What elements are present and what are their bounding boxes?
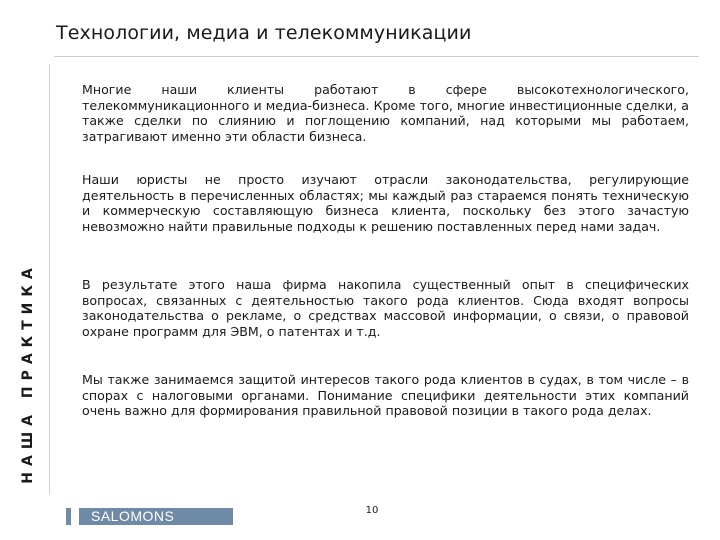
logo-wordmark: SALOMONS xyxy=(79,508,233,525)
paragraph-experience: В результате этого наша фирма накопила существенный опыт в специфических вопросах, связанных с деятельностью такого рода клиентов. Сюда входят вопросы законодательства о рекламе, о средствах массовой информации, о связи, о правовой охране программ для ЭВМ, о патентах и т.д. xyxy=(82,277,689,339)
paragraph-lawyers: Наши юристы не просто изучают отрасли законодательства, регулирующие деятельность в перечисленных областях; мы каждый раз стараемся понять техническую и коммерческую составляющую бизнеса клиента, поскольку без этого зачастую невозможно найти правильные подходы к решению поставленных перед нами задач. xyxy=(82,172,689,234)
title-divider xyxy=(54,56,699,57)
page-number: 10 xyxy=(365,505,379,516)
company-logo xyxy=(66,508,233,525)
section-label: НАША ПРАКТИКА xyxy=(20,262,36,484)
side-divider xyxy=(49,64,50,494)
paragraph-clients: Многие наши клиенты работают в сфере высокотехнологического, телекоммуникационного и медиа-бизнеса. Кроме того, многие инвестиционные сделки, а также сделки по слиянию и поглощению компаний, над которыми мы работаем, затрагивают именно эти области бизнеса. xyxy=(82,82,689,144)
page-title: Технологии, медиа и телекоммуникации xyxy=(56,22,472,44)
logo-bar xyxy=(66,508,71,525)
paragraph-litigation: Мы также занимаемся защитой интересов такого рода клиентов в судах, в том числе – в спорах с налоговыми органами. Понимание специфики деятельности этих компаний очень важно для формирования правильной правовой позиции в такого рода делах. xyxy=(82,372,689,419)
